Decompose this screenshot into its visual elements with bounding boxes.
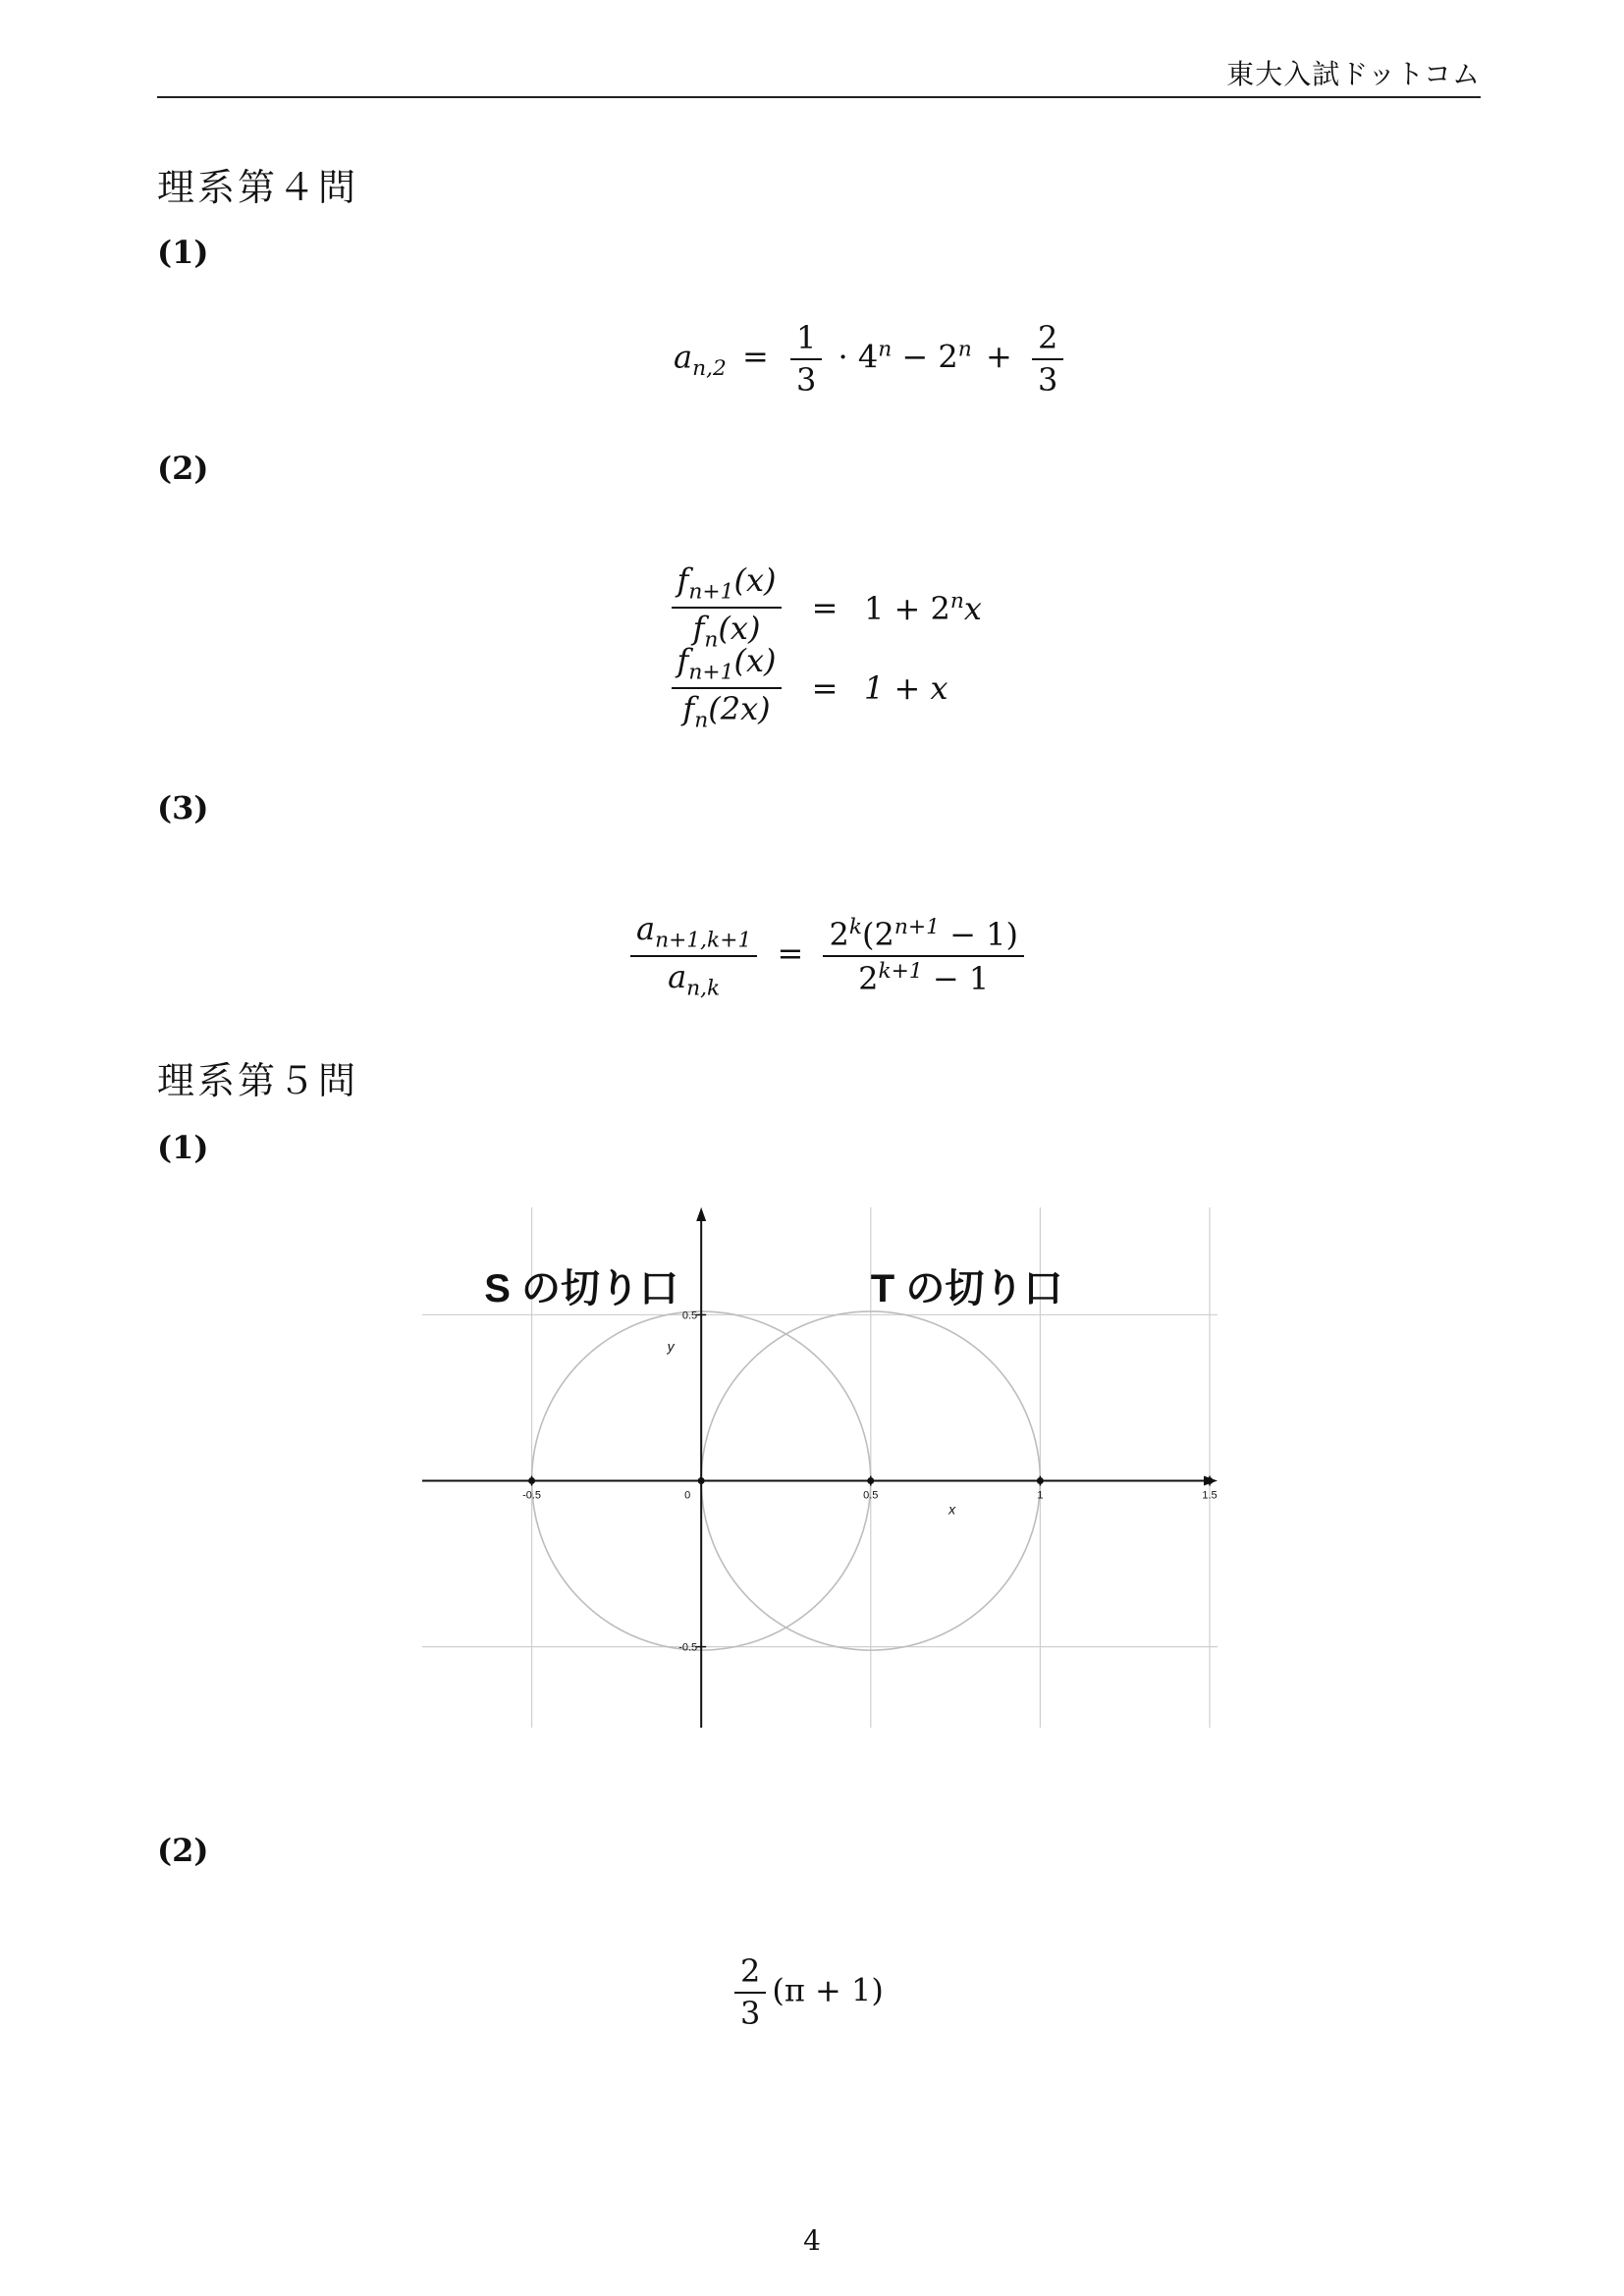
x-axis-label: x [948,1501,956,1518]
equation-a-n-2: $a_{n,2}$ = $\frac{1}{3}$ · $4^n - 2^n$ + $\frac{2}{3}$ [674,320,1069,399]
axis-point [698,1477,705,1484]
axis-point [867,1477,874,1484]
y-axis-label: y [667,1338,675,1355]
page-number: 4 [803,2224,821,2257]
y-tick-label: -0.5 [678,1641,698,1654]
problem4-title: 理系第４問 [157,166,359,209]
problem5-title: 理系第５問 [157,1059,359,1102]
x-tick-label: -0.5 [522,1489,542,1502]
header-rule [157,96,1481,98]
problem4-part2-label: (2) [157,450,209,487]
annotation-s-cross-section: S の切り口 [484,1266,679,1310]
problem5-part1-label: (1) [157,1129,209,1166]
equation-volume: $\frac{2}{3}$ (π + 1) [729,1953,884,2032]
x-tick-label: 1.5 [1202,1489,1218,1502]
equation-ratio-system [668,561,982,733]
problem4-part1-label: (1) [157,234,209,271]
annotation-t-cross-section: T の切り口 [870,1266,1063,1310]
axis-point [1207,1477,1214,1484]
equation-row-1: $\frac{f_{n+1}(x)}{f_n(x)}$ = $1 + 2^nx$ [668,567,982,648]
y-tick-label: 0.5 [681,1309,698,1322]
problem5-part2-label: (2) [157,1832,209,1869]
x-tick-label: 1 [1037,1489,1044,1502]
problem4-part3-label: (3) [157,789,209,827]
axis-point [528,1477,535,1484]
axis-point [1037,1477,1044,1484]
equation-a-ratio: $\frac{a_{n+1,k+1}}{a_{n,k}}$ = $\frac{2^k(2^{n+1} - 1)}{2^{k+1} - 1}$ [624,911,1030,1000]
equation-row-2: $\frac{f_{n+1}(x)}{f_n(2x)}$ = 1 + x [668,648,982,728]
y-axis-arrow-icon [696,1207,706,1221]
header-site-title: 東大入試ドットコム [1226,58,1481,90]
cross-section-chart [422,1207,1218,1728]
x-tick-label: 0.5 [863,1489,879,1502]
x-tick-label: 0 [684,1489,691,1502]
